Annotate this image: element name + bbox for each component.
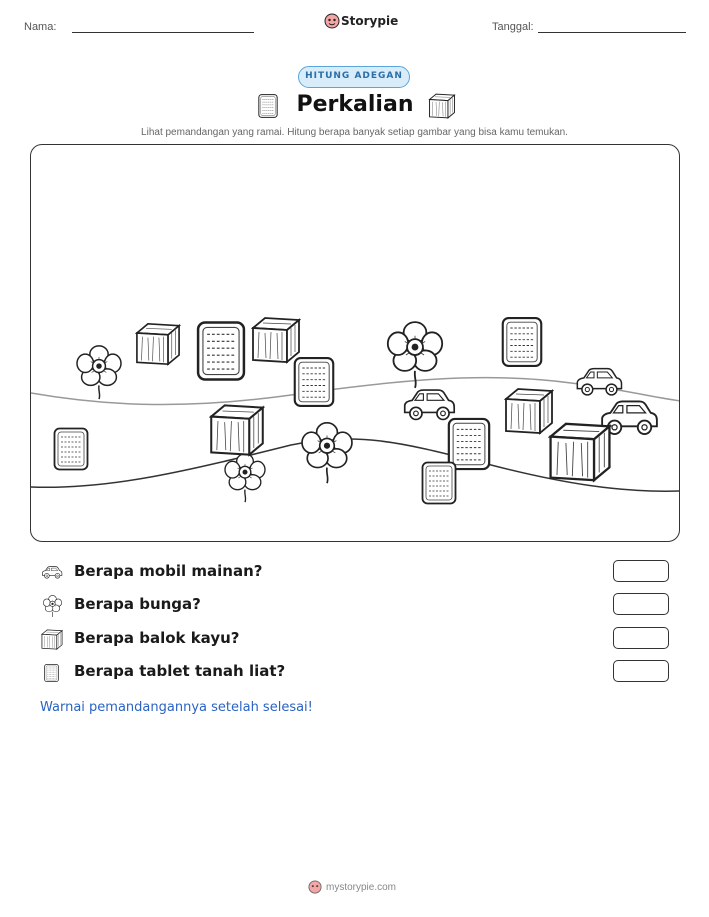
- clay-tablet-icon: [421, 459, 457, 507]
- clay-tablet-icon: [258, 92, 278, 120]
- counting-scene: [30, 144, 680, 542]
- clay-tablet-icon: [53, 425, 89, 473]
- flower-icon: [223, 453, 267, 503]
- flower-icon: [40, 595, 64, 617]
- question-row: [40, 627, 670, 653]
- toy-car-icon: [574, 365, 624, 399]
- toy-car-icon: [40, 562, 64, 584]
- storypie-logo-icon: [308, 879, 322, 893]
- page-title: Perkalian: [296, 92, 414, 117]
- coloring-instruction: Warnai pemandangannya setelah selesai!: [40, 700, 313, 715]
- storypie-logo-icon: [324, 13, 340, 29]
- clay-tablet-icon: [40, 662, 64, 684]
- wooden-block-icon: [135, 322, 181, 366]
- wooden-block-icon: [504, 385, 554, 437]
- footer-website: mystorypie.com: [326, 882, 397, 893]
- date-line[interactable]: [538, 32, 686, 33]
- answer-box[interactable]: [613, 627, 669, 649]
- wooden-block-icon: [40, 629, 64, 651]
- question-row: [40, 560, 670, 586]
- name-label: Nama:: [24, 21, 57, 33]
- answer-box[interactable]: [613, 560, 669, 582]
- date-label: Tanggal:: [492, 21, 534, 33]
- answer-box[interactable]: [613, 660, 669, 682]
- brand-name: Storypie: [341, 14, 399, 28]
- question-text: Berapa mobil mainan?: [74, 562, 263, 580]
- activity-badge: HITUNG ADEGAN: [298, 66, 410, 88]
- clay-tablet-icon: [196, 318, 246, 384]
- question-text: Berapa tablet tanah liat?: [74, 662, 286, 680]
- question-text: Berapa balok kayu?: [74, 629, 240, 647]
- answer-box[interactable]: [613, 593, 669, 615]
- flower-icon: [301, 419, 353, 487]
- flower-icon: [76, 345, 122, 400]
- clay-tablet-icon: [293, 352, 335, 412]
- clay-tablet-icon: [501, 315, 543, 369]
- wooden-block-icon: [209, 403, 265, 457]
- question-row: [40, 593, 670, 619]
- question-row: [40, 660, 670, 686]
- wooden-block-icon: [548, 418, 612, 486]
- instructions: Lihat pemandangan yang ramai. Hitung berapa banyak setiap gambar yang bisa kamu temukan.: [141, 127, 568, 138]
- wooden-block-icon: [428, 93, 456, 119]
- name-line[interactable]: [72, 32, 254, 33]
- flower-icon: [386, 321, 444, 389]
- question-text: Berapa bunga?: [74, 595, 201, 613]
